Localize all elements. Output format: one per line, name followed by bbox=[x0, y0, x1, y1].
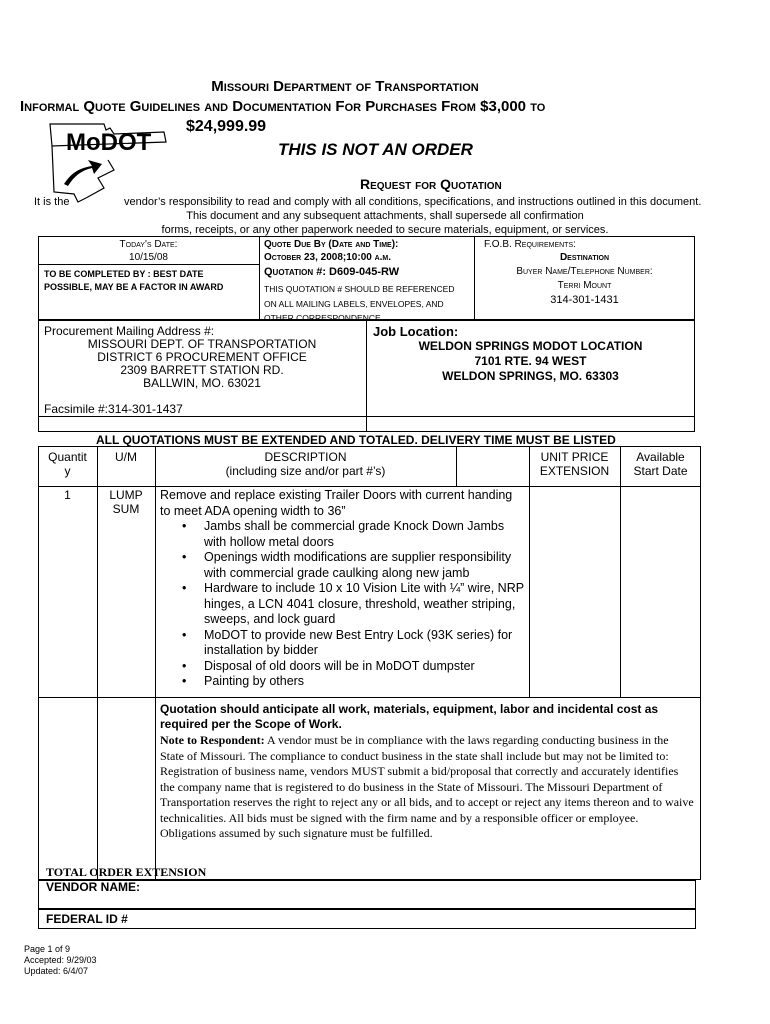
intro-line2: This document and any subsequent attachments, shall supersede all confirmation bbox=[186, 210, 584, 222]
rfq-heading: Request for Quotation bbox=[360, 176, 502, 192]
page-number: Page 1 of 9 bbox=[24, 944, 71, 954]
intro-line3: forms, receipts, or any other paperwork needed to secure materials, equipment, or services. bbox=[161, 224, 609, 236]
address-line2: DISTRICT 6 PROCUREMENT OFFICE bbox=[97, 350, 307, 364]
quote-due-value: October 23, 2008;10:00 a.m. bbox=[264, 252, 392, 263]
address-line3: 2309 BARRETT STATION RD. bbox=[120, 363, 284, 377]
col-um: U/M bbox=[115, 450, 137, 464]
federal-box bbox=[38, 909, 696, 929]
job-line3: WELDON SPRINGS, MO. 63303 bbox=[442, 369, 619, 383]
table-banner: ALL QUOTATIONS MUST BE EXTENDED AND TOTALED. DELIVERY TIME MUST BE LISTED bbox=[96, 433, 616, 447]
fax-number: Facsimile #:314-301-1437 bbox=[44, 402, 183, 416]
not-an-order: THIS IS NOT AN ORDER bbox=[278, 140, 473, 159]
todays-date: 10/15/08 bbox=[129, 252, 168, 263]
logo-text: MoDOT bbox=[66, 129, 152, 156]
intro-line1: vendor’s responsibility to read and comply with all conditions, specifications, and instructions outlined in this document. bbox=[124, 196, 702, 208]
address-label: Procurement Mailing Address #: bbox=[44, 324, 215, 338]
accepted-date: Accepted: 9/29/03 bbox=[24, 955, 97, 965]
page-subtitle: Informal Quote Guidelines and Documentation For Purchases From $3,000 to bbox=[20, 98, 546, 115]
bullet-item: • Openings width modifications are supplier responsibility with commercial grade caulking along new jamb bbox=[160, 550, 526, 581]
bullet-item: • Painting by others bbox=[160, 674, 526, 690]
address-line1: MISSOURI DEPT. OF TRANSPORTATION bbox=[87, 337, 317, 351]
intro-prefix: It is the bbox=[34, 196, 70, 208]
bullet-item: • MoDOT to provide new Best Entry Lock (93K series) for installation by bidder bbox=[160, 628, 526, 659]
respondent-note: Note to Respondent: A vendor must be in compliance with the laws regarding conducting business in the State of Missouri. The compliance to conduct business in the state shall include but may not be limited to: Registration of business name, vendors MUST submit a bid/proposal that correctly and accurately identifies the company name that is registered to do business in the State of Missouri. The Missouri Department of Transportation reserves the right to reject any or all bids, and to accept or reject any items thereon and to waive technicalities. All bids must be signed with the firm name and by a responsible officer or employee. Obligations assumed by such signature must be fulfilled. bbox=[160, 733, 694, 840]
row-quantity: 1 bbox=[64, 488, 71, 502]
row-description: Remove and replace existing Trailer Doors with current handing to meet ADA opening width to 36” • Jambs shall be commercial grade Knock Down Jambs with hollow metal doors • Openings width modifications are supplier responsibility with commercial grade caulking along new jamb • Hardware to include 10 x 10 Vision Lite with ¼” wire, NRP hinges, a LCN 4041 closure, threshold, weather striping, sweeps, and lock guard • MoDOT to provide new Best Entry Lock (93K series) for installation by bidder • Disposal of old doors will be in MoDOT dumpster • Painting by others bbox=[160, 488, 526, 690]
buyer-label: Buyer Name/Telephone Number: bbox=[516, 266, 653, 277]
address-line4: BALLWIN, MO. 63021 bbox=[143, 376, 261, 390]
fob-label: F.O.B. Requirements: bbox=[484, 239, 576, 250]
price-limit: $24,999.99 bbox=[186, 118, 267, 135]
complete-by-note: TO BE COMPLETED BY : BEST DATE POSSIBLE, MAY BE A FACTOR IN AWARD bbox=[44, 269, 224, 292]
federal-id-label: FEDERAL ID # bbox=[46, 912, 128, 926]
row-um: LUMP SUM bbox=[109, 488, 143, 516]
col-description: DESCRIPTION (including size and/or part #’s) bbox=[225, 450, 386, 478]
job-line1: WELDON SPRINGS MODOT LOCATION bbox=[418, 339, 643, 353]
vendor-name-label: VENDOR NAME: bbox=[46, 880, 141, 894]
scope-bullets bbox=[160, 519, 526, 690]
quotation-number: Quotation #: D609-045-RW bbox=[264, 266, 400, 278]
fob-value: Destination bbox=[559, 252, 610, 263]
page-title: Missouri Department of Transportation bbox=[211, 78, 479, 95]
job-line2: 7101 RTE. 94 WEST bbox=[474, 354, 587, 368]
updated-date: Updated: 6/4/07 bbox=[24, 966, 89, 976]
col-quantity: Quantit y bbox=[48, 450, 87, 478]
buyer-phone: 314-301-1431 bbox=[550, 294, 619, 306]
bullet-item: • Jambs shall be commercial grade Knock Down Jambs with hollow metal doors bbox=[160, 519, 526, 550]
col-unit-price: UNIT PRICE EXTENSION bbox=[539, 450, 610, 478]
footer bbox=[24, 944, 97, 977]
quotation-note: THIS QUOTATION # SHOULD BE REFERENCED ON ALL MAILING LABELS, ENVELOPES, AND OTHER CORRESPONDENCE. bbox=[264, 284, 455, 323]
quote-due-label: Quote Due By (Date and Time): bbox=[264, 239, 399, 250]
job-location-label: Job Location: bbox=[373, 324, 459, 339]
anticipate-note: Quotation should anticipate all work, materials, equipment, labor and incidental cost as required per the Scope of Work. bbox=[160, 702, 659, 731]
bullet-item: • Hardware to include 10 x 10 Vision Lite with ¼” wire, NRP hinges, a LCN 4041 closure, threshold, weather striping, sweeps, and lock guard bbox=[160, 581, 526, 628]
todays-date-label: Today's Date: bbox=[119, 239, 178, 250]
buyer-name: Terri Mount bbox=[557, 280, 612, 291]
total-order-extension: TOTAL ORDER EXTENSION bbox=[46, 865, 207, 879]
bullet-item: • Disposal of old doors will be in MoDOT dumpster bbox=[160, 659, 526, 675]
col-available: Available Start Date bbox=[633, 450, 688, 478]
